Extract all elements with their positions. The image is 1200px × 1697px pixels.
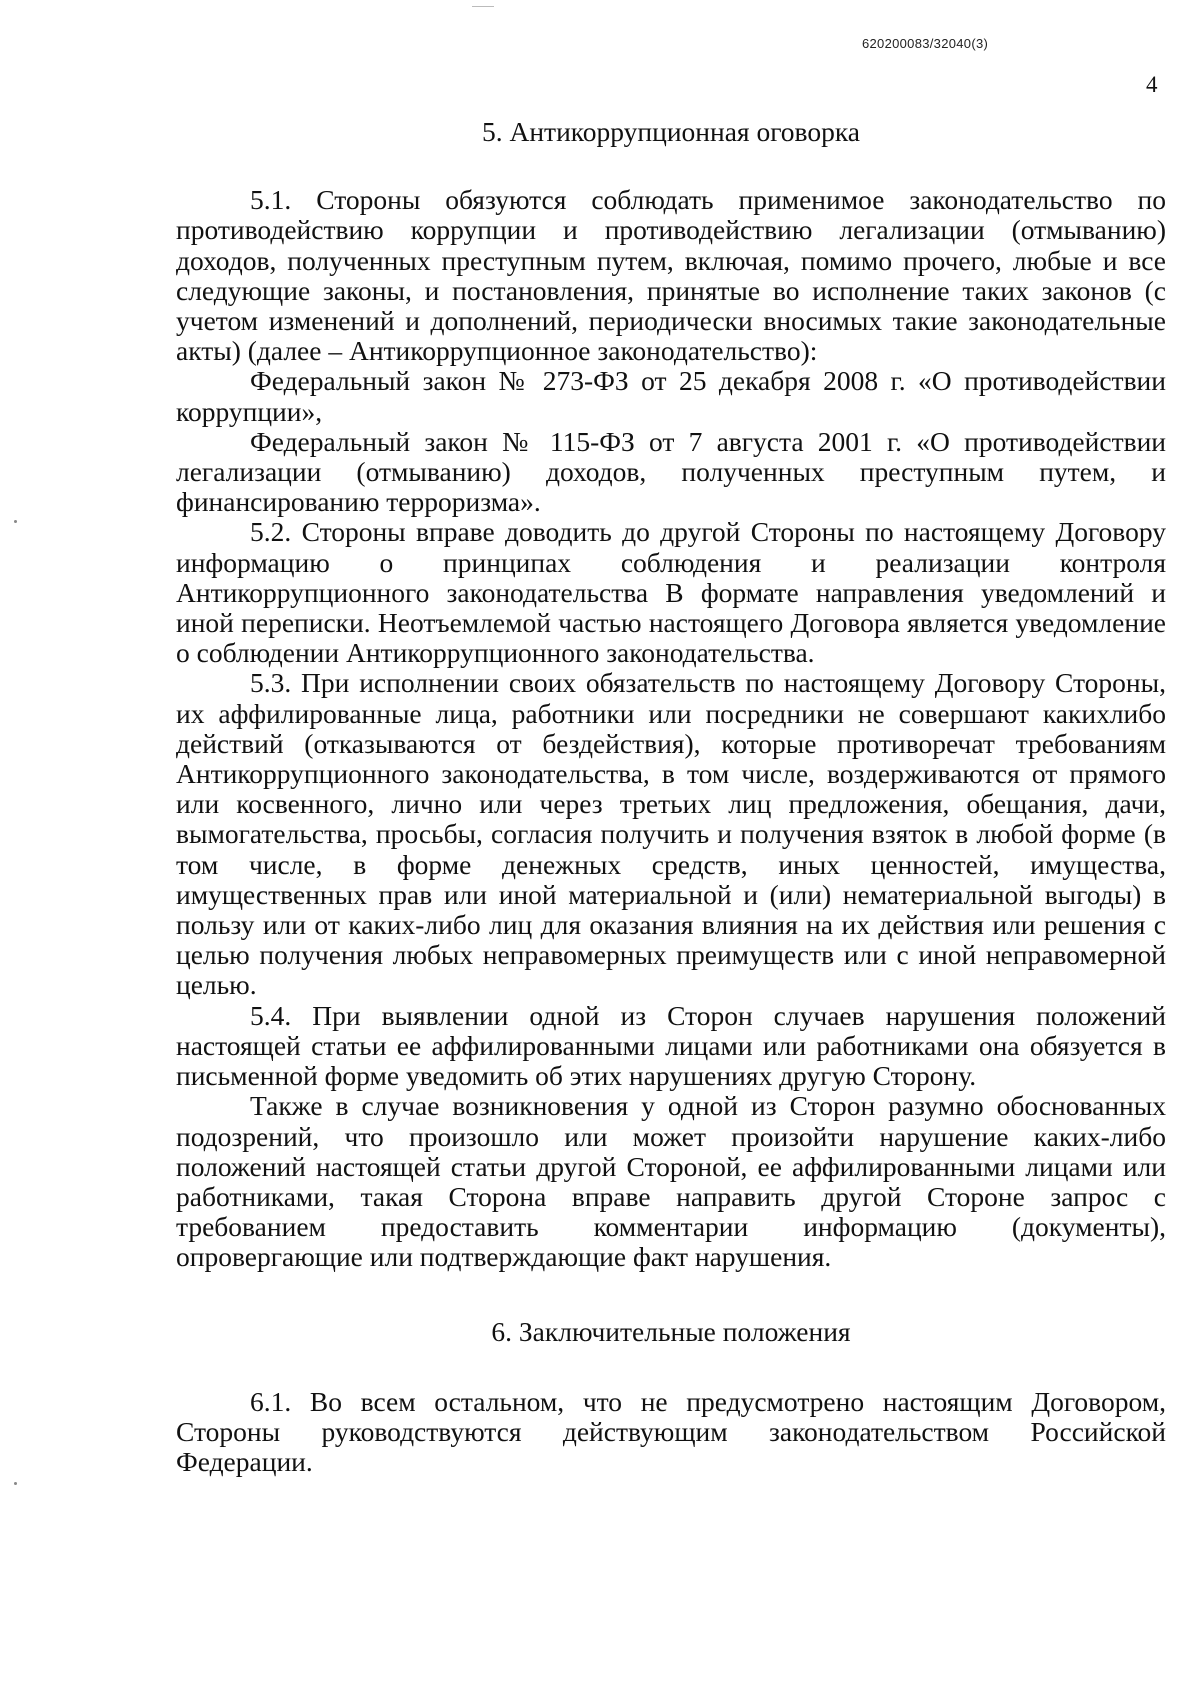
document-id: 620200083/32040(3) (862, 36, 989, 51)
paragraph-5-4: 5.4. При выявлении одной из Сторон случаев нарушения положений настоящей статьи ее аффилированными лицами или работниками она обязуется в письменной форме уведомить об этих нарушениях другую Сторону. (176, 999, 1166, 1092)
paragraph-5-2: 5.2. Стороны вправе доводить до другой Стороны по настоящему Договору информацию о принципах соблюдения и реализации контроля Антикоррупционного законодательства В формате направления уведомлений и иной переписки. Неотъемлемой частью настоящего Договора является уведомление о соблюдении Антикоррупционного законодательства. (176, 516, 1166, 669)
paragraph-5-3: 5.3. При исполнении своих обязательств по настоящему Договору Стороны, их аффилированные лица, работники или посредники не совершают какихлибо действий (отказываются от бездействия), которые противоречат требованиям Антикоррупционного законодательства, в том числе, воздерживаются от прямого или косвенного, лично или через третьих лиц предложения, обещания, дачи, вымогательства, просьбы, согласия получить и получения взяток в любой форме (в том числе, в форме денежных средств, иных ценностей, имущества, имущественных прав или иной материальной и (или) нематериальной выгоды) в пользу или от каких-либо лиц для оказания влияния на их действия или решения с целью получения любых неправомерных преимуществ или с иной неправомерной целью. (176, 667, 1166, 1001)
scan-artifact-line (472, 6, 494, 7)
paragraph-law-115: Федеральный закон № 115-ФЗ от 7 августа 2001 г. «О противодействии легализации (отмыванию) доходов, полученных преступным путем, и финансированию терроризма». (176, 425, 1166, 518)
paragraph-5-4-continued: Также в случае возникновения у одной из Сторон разумно обоснованных подозрений, что произошло или может произойти нарушение каких-либо положений настоящей статьи другой Стороной, ее аффилированными лицами или работниками, такая Сторона вправе направить другой Стороне запрос с требованием предоставить комментарии информацию (документы), опровергающие или подтверждающие факт нарушения. (176, 1090, 1166, 1273)
scan-artifact-dot (14, 1482, 17, 1485)
page-number: 4 (1146, 72, 1158, 97)
paragraph-6-1: 6.1. Во всем остальном, что не предусмотрено настоящим Договором, Стороны руководствуются действующим законодательством Российской Федерации. (176, 1385, 1166, 1478)
paragraph-5-1: 5.1. Стороны обязуются соблюдать применимое законодательство по противодействию коррупции и противодействию легализации (отмыванию) доходов, полученных преступным путем, включая, помимо прочего, любые и все следующие законы, и постановления, принятые во исполнение таких законов (с учетом изменений и дополнений, периодически вносимых такие законодательные акты) (далее – Антикоррупционное законодательство): (176, 184, 1166, 367)
document-body (176, 117, 1166, 1477)
section-title: 6. Заключительные положения (491, 1315, 851, 1347)
section-title: 5. Антикоррупционная оговорка (481, 116, 861, 147)
scan-artifact-dot (14, 520, 17, 523)
paragraph-law-273: Федеральный закон № 273-ФЗ от 25 декабря 2008 г. «О противодействии коррупции», (176, 365, 1166, 427)
